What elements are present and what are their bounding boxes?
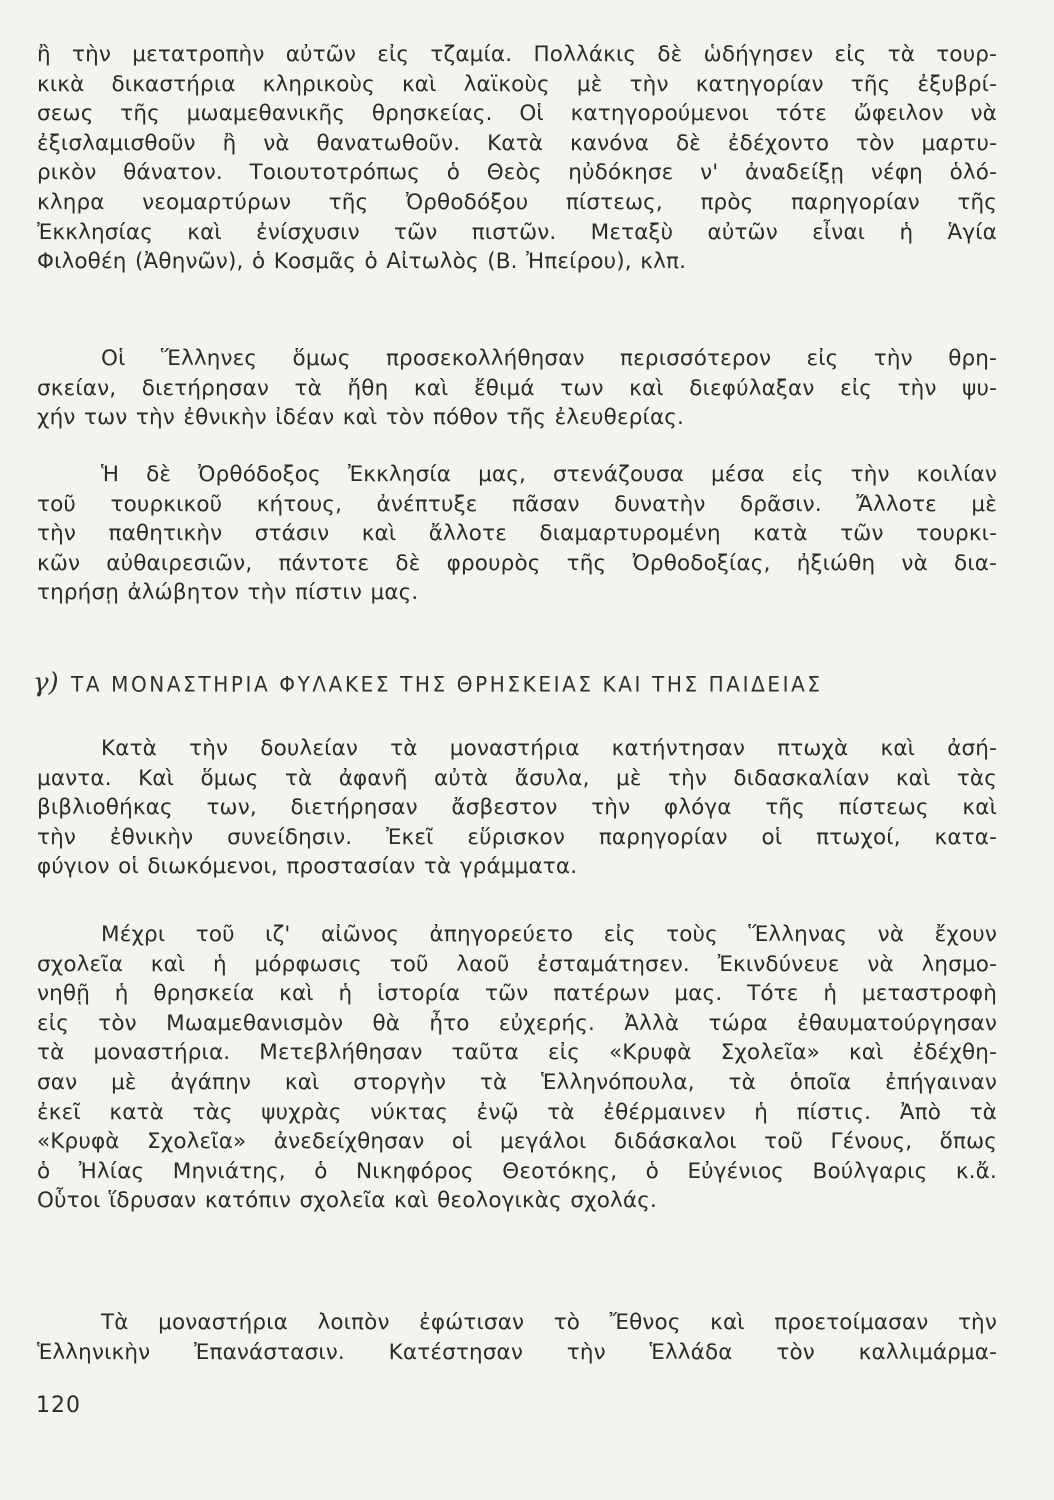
text-line: τὴν ἐθνικὴν συνείδησιν. Ἐκεῖ εὕρισκον παρηγορίαν οἱ πτωχοί, κατα-	[37, 824, 997, 850]
text-line: Φιλοθέη (Ἀθηνῶν), ὁ Κοσμᾶς ὁ Αἰτωλὸς (Β. Ἠπείρου), κλπ.	[37, 249, 687, 275]
text-line: κληρα νεομαρτύρων τῆς Ὀρθοδόξου πίστεως, πρὸς παρηγορίαν τῆς	[37, 189, 997, 215]
paragraph-orthodox-church	[37, 460, 997, 608]
text-line: φύγιον οἱ διωκόμενοι, προστασίαν τὰ γράμματα.	[37, 854, 578, 880]
section-title: ΤΑ ΜΟΝΑΣΤΗΡΙΑ ΦΥΛΑΚΕΣ ΤΗΣ ΘΡΗΣΚΕΙΑΣ ΚΑΙ ΤΗΣ ΠΑΙΔΕΙΑΣ	[71, 671, 823, 697]
paragraph-forced-conversion	[37, 40, 997, 277]
paragraph-greeks-faith	[37, 344, 997, 433]
text-line: ἐκεῖ κατὰ τὰς ψυχρὰς νύκτας ἐνῷ τὰ ἐθέρμαινεν ἡ πίστις. Ἀπὸ τὰ	[37, 1099, 997, 1125]
text-line: τὰ μοναστήρια. Μετεβλήθησαν ταῦτα εἰς «Κρυφὰ Σχολεῖα» καὶ ἐδέχθη-	[37, 1040, 997, 1066]
text-line: κικὰ δικαστήρια κληρικοὺς καὶ λαϊκοὺς μὲ τὴν κατηγορίαν τῆς ἐξυβρί-	[37, 71, 997, 97]
text-line: Μέχρι τοῦ ιζ' αἰῶνος ἀπηγορεύετο εἰς τοὺς Ἕλληνας νὰ ἔχουν	[101, 922, 997, 947]
paragraph-secret-schools	[37, 920, 997, 1216]
text-line: Οἱ Ἕλληνες ὅμως προσεκολλήθησαν περισσότερον εἰς τὴν θρη-	[101, 346, 997, 371]
text-line: Ἑλληνικὴν Ἐπανάστασιν. Κατέστησαν τὴν Ἑλλάδα τὸν καλλιμάρμα-	[37, 1339, 997, 1365]
paragraph-monasteries-poor	[37, 734, 997, 882]
text-line: ἐξισλαμισθοῦν ἢ νὰ θανατωθοῦν. Κατὰ κανόνα δὲ ἐδέχοντο τὸν μαρτυ-	[37, 130, 997, 156]
text-line: σκείαν, διετήρησαν τὰ ἤθη καὶ ἔθιμά των καὶ διεφύλαξαν εἰς τὴν ψυ-	[37, 375, 997, 401]
text-line: Ἐκκλησίας καὶ ἐνίσχυσιν τῶν πιστῶν. Μεταξὺ αὐτῶν εἶναι ἡ Ἁγία	[37, 219, 997, 245]
text-line: Κατὰ τὴν δουλείαν τὰ μοναστήρια κατήντησαν πτωχὰ καὶ ἀσή-	[101, 736, 997, 761]
section-heading	[33, 668, 993, 699]
text-line: βιβλιοθήκας των, διετήρησαν ἄσβεστον τὴν φλόγα τῆς πίστεως καὶ	[37, 795, 997, 821]
text-line: νηθῇ ἡ θρησκεία καὶ ἡ ἱστορία τῶν πατέρων μας. Τότε ἡ μεταστροφὴ	[37, 981, 997, 1007]
page-number: 120	[36, 1393, 81, 1418]
text-line: εἰς τὸν Μωαμεθανισμὸν θὰ ἦτο εὐχερής. Ἀλλὰ τώρα ἐθαυματούργησαν	[37, 1010, 997, 1036]
text-line: σαν μὲ ἀγάπην καὶ στοργὴν τὰ Ἑλληνόπουλα, τὰ ὁποῖα ἐπήγαιναν	[37, 1069, 997, 1095]
text-line: τοῦ τουρκικοῦ κήτους, ἀνέπτυξε πᾶσαν δυνατὴν δρᾶσιν. Ἄλλοτε μὲ	[37, 491, 997, 517]
text-line: μαντα. Καὶ ὅμως τὰ ἀφανῆ αὐτὰ ἄσυλα, μὲ τὴν διδασκαλίαν καὶ τὰς	[37, 765, 997, 791]
paragraph-enlightened-nation	[37, 1308, 997, 1367]
text-line: Τὰ μοναστήρια λοιπὸν ἐφώτισαν τὸ Ἔθνος καὶ προετοίμασαν τὴν	[101, 1310, 997, 1335]
text-line: σχολεῖα καὶ ἡ μόρφωσις τοῦ λαοῦ ἐσταμάτησεν. Ἐκινδύνευε νὰ λησμο-	[37, 951, 997, 977]
text-line: σεως τῆς μωαμεθανικῆς θρησκείας. Οἱ κατηγορούμενοι τότε ὤφειλον νὰ	[37, 101, 997, 127]
text-line: Ἡ δὲ Ὀρθόδοξος Ἐκκλησία μας, στενάζουσα μέσα εἰς τὴν κοιλίαν	[101, 462, 997, 487]
text-line: «Κρυφὰ Σχολεῖα» ἀνεδείχθησαν οἱ μεγάλοι διδάσκαλοι τοῦ Γένους, ὅπως	[37, 1129, 997, 1155]
text-line: τηρήσῃ ἀλώβητον τὴν πίστιν μας.	[37, 580, 419, 606]
text-line: χήν των τὴν ἐθνικὴν ἰδέαν καὶ τὸν πόθον τῆς ἐλευθερίας.	[37, 405, 685, 431]
text-line: Οὗτοι ἵδρυσαν κατόπιν σχολεῖα καὶ θεολογικὰς σχολάς.	[37, 1188, 657, 1214]
text-line: ρικὸν θάνατον. Τοιουτοτρόπως ὁ Θεὸς ηὐδόκησε ν' ἀναδείξῃ νέφη ὁλό-	[37, 160, 997, 186]
text-line: ἢ τὴν μετατροπὴν αὐτῶν εἰς τζαμία. Πολλάκις δὲ ὡδήγησεν εἰς τὰ τουρ-	[37, 42, 997, 67]
text-line: κῶν αὐθαιρεσιῶν, πάντοτε δὲ φρουρὸς τῆς Ὀρθοδοξίας, ἠξιώθη νὰ δια-	[37, 550, 997, 576]
text-line: τὴν παθητικὴν στάσιν καὶ ἄλλοτε διαμαρτυρομένη κατὰ τῶν τουρκι-	[37, 521, 997, 547]
text-line: ὁ Ἠλίας Μηνιάτης, ὁ Νικηφόρος Θεοτόκης, ὁ Εὐγένιος Βούλγαρις κ.ἄ.	[37, 1158, 997, 1184]
section-letter: γ)	[33, 668, 59, 698]
